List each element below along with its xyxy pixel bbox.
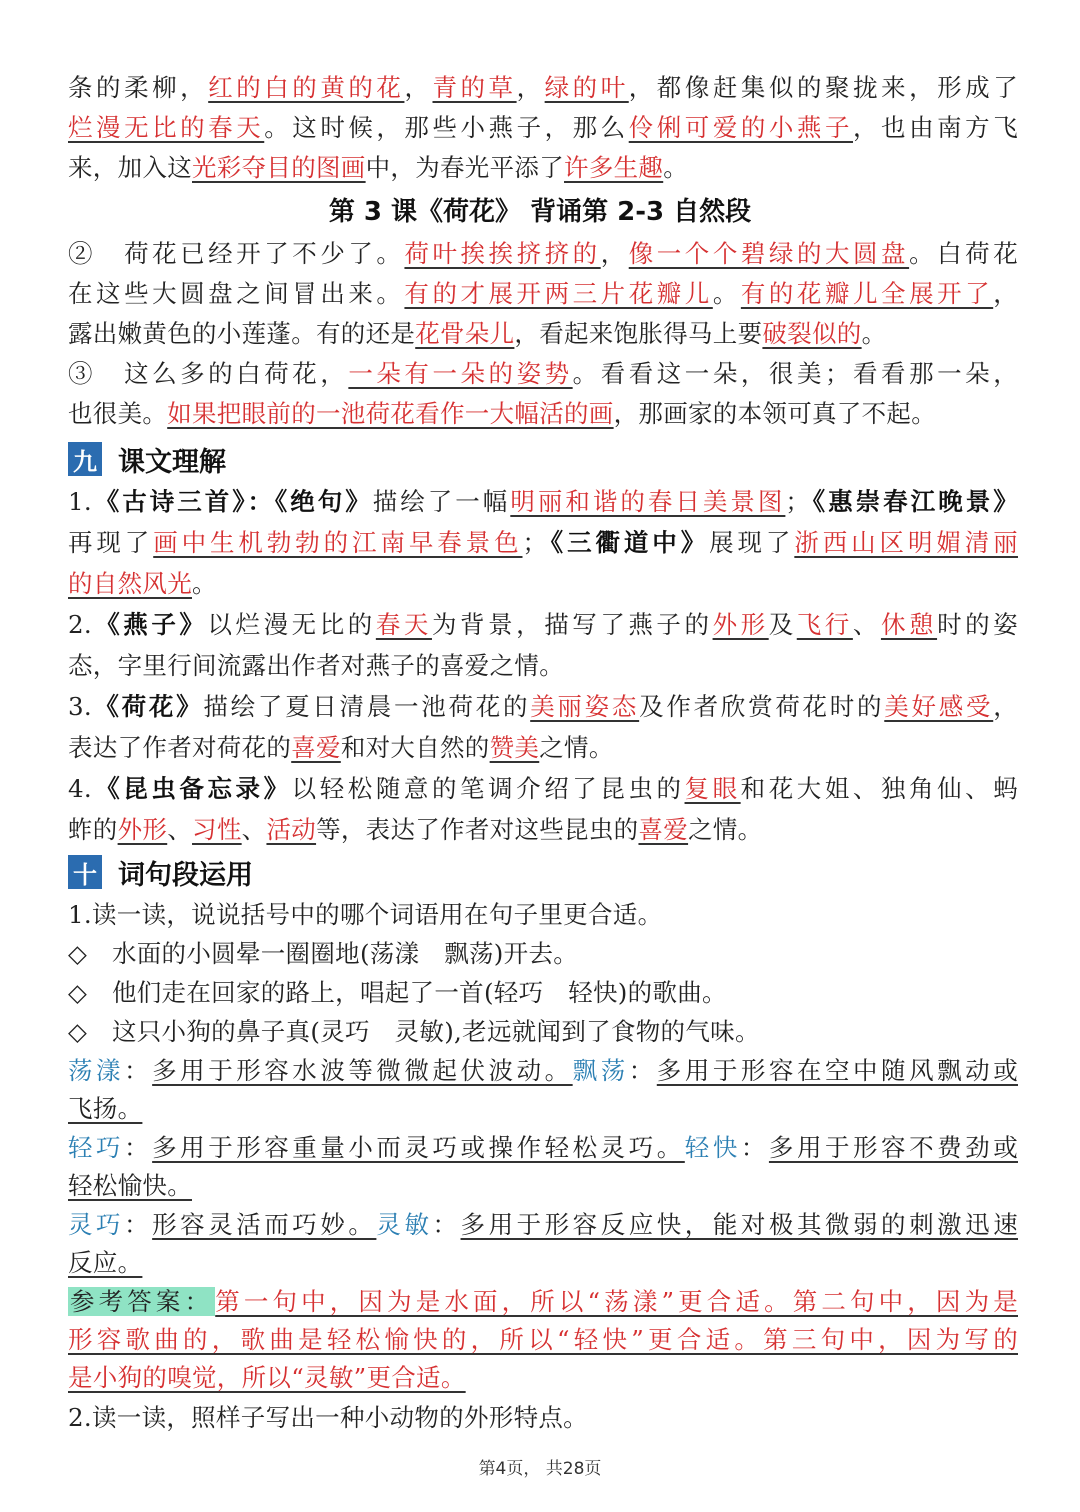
text-line: 态，字里行间流露出作者对燕子的喜爱之情。 [68,651,564,680]
section-header-10 [68,853,253,891]
definition-line: 反应。 [68,1248,143,1277]
answer-line: 是小狗的嗅觉，所以“灵敏”更合适。 [68,1363,466,1392]
definition-line: 飞扬。 [68,1094,143,1123]
text-line: 蚱的外形、习性、活动等，表达了作者对这些昆虫的喜爱之情。 [68,815,763,844]
answer-label: 参考答案： [70,1287,214,1316]
definition-line: 荡漾：多用于形容水波等微微起伏波动。飘荡：多用于形容在空中随风飘动或 [68,1056,1018,1085]
text-line: 烂漫无比的春天。这时候，那些小燕子，那么伶俐可爱的小燕子，也由南方飞 [68,113,1018,142]
section-title: 课文理解 [118,446,226,478]
sentence-item: ◇ 水面的小圆晕一圈圈地(荡漾 飘荡)开去。 [68,939,579,968]
text-line: 来，加入这光彩夺目的图画中，为春光平添了许多生趣。 [68,153,689,182]
definition-line: 轻巧：多用于形容重量小而灵巧或操作轻松灵巧。轻快：多用于形容不费劲或 [68,1133,1018,1162]
text-line: 表达了作者对荷花的喜爱和对大自然的赞美之情。 [68,733,614,762]
section-badge: 十 [68,855,102,889]
text-line: ② 荷花已经开了不少了。荷叶挨挨挤挤的，像一个个碧绿的大圆盘。白荷花 [68,239,1018,268]
text-line: 2.《燕子》以烂漫无比的春天为背景，描写了燕子的外形及飞行、休憩时的姿 [68,610,1018,639]
text-line: 再现了画中生机勃勃的江南早春景色；《三衢道中》展现了浙西山区明媚清丽 [68,528,1018,557]
text-line: 4.《昆虫备忘录》以轻松随意的笔调介绍了昆虫的复眼和花大姐、独角仙、蚂 [68,774,1018,803]
sentence-item: ◇ 他们走在回家的路上，唱起了一首(轻巧 轻快)的歌曲。 [68,978,727,1007]
text-line: 3.《荷花》描绘了夏日清晨一池荷花的美丽姿态及作者欣赏荷花时的美好感受， [68,692,1018,721]
definition-line: 灵巧：形容灵活而巧妙。灵敏：多用于形容反应快，能对极其微弱的刺激迅速 [68,1210,1018,1239]
text-line: 在这些大圆盘之间冒出来。有的才展开两三片花瓣儿。有的花瓣儿全展开了， [68,279,1018,308]
section-header-9 [68,440,226,478]
answer-line: 形容歌曲的，歌曲是轻松愉快的，所以“轻快”更合适。第三句中，因为写的 [68,1325,1018,1354]
answer-line: 参考答案：第一句中，因为是水面，所以“荡漾”更合适。第二句中，因为是 [70,1287,1018,1316]
text-line: 的自然风光。 [68,569,217,598]
question: 1.读一读，说说括号中的哪个词语用在句子里更合适。 [68,900,663,929]
sentence-item: ◇ 这只小狗的鼻子真(灵巧 灵敏),老远就闻到了食物的气味。 [68,1017,760,1046]
section-title: 词句段运用 [118,859,253,891]
page-number: 第4页， 共28页 [478,1459,602,1479]
section-badge: 九 [68,442,102,476]
lesson-title: 第 3 课《荷花》 背诵第 2-3 自然段 [328,197,752,227]
text-line: 也很美。如果把眼前的一池荷花看作一大幅活的画，那画家的本领可真了不起。 [68,399,937,428]
text-line: 1.《古诗三首》：《绝句》描绘了一幅明丽和谐的春日美景图；《惠崇春江晚景》 [68,487,1018,516]
text-line: 露出嫩黄色的小莲蓬。有的还是花骨朵儿，看起来饱胀得马上要破裂似的。 [68,319,887,348]
text-line: 条的柔柳，红的白的黄的花，青的草，绿的叶，都像赶集似的聚拢来，形成了 [68,73,1018,102]
text-line: ③ 这么多的白荷花，一朵有一朵的姿势。看看这一朵，很美；看看那一朵， [68,359,1018,388]
question: 2.读一读，照样子写出一种小动物的外形特点。 [68,1403,588,1432]
definition-line: 轻松愉快。 [68,1171,192,1200]
